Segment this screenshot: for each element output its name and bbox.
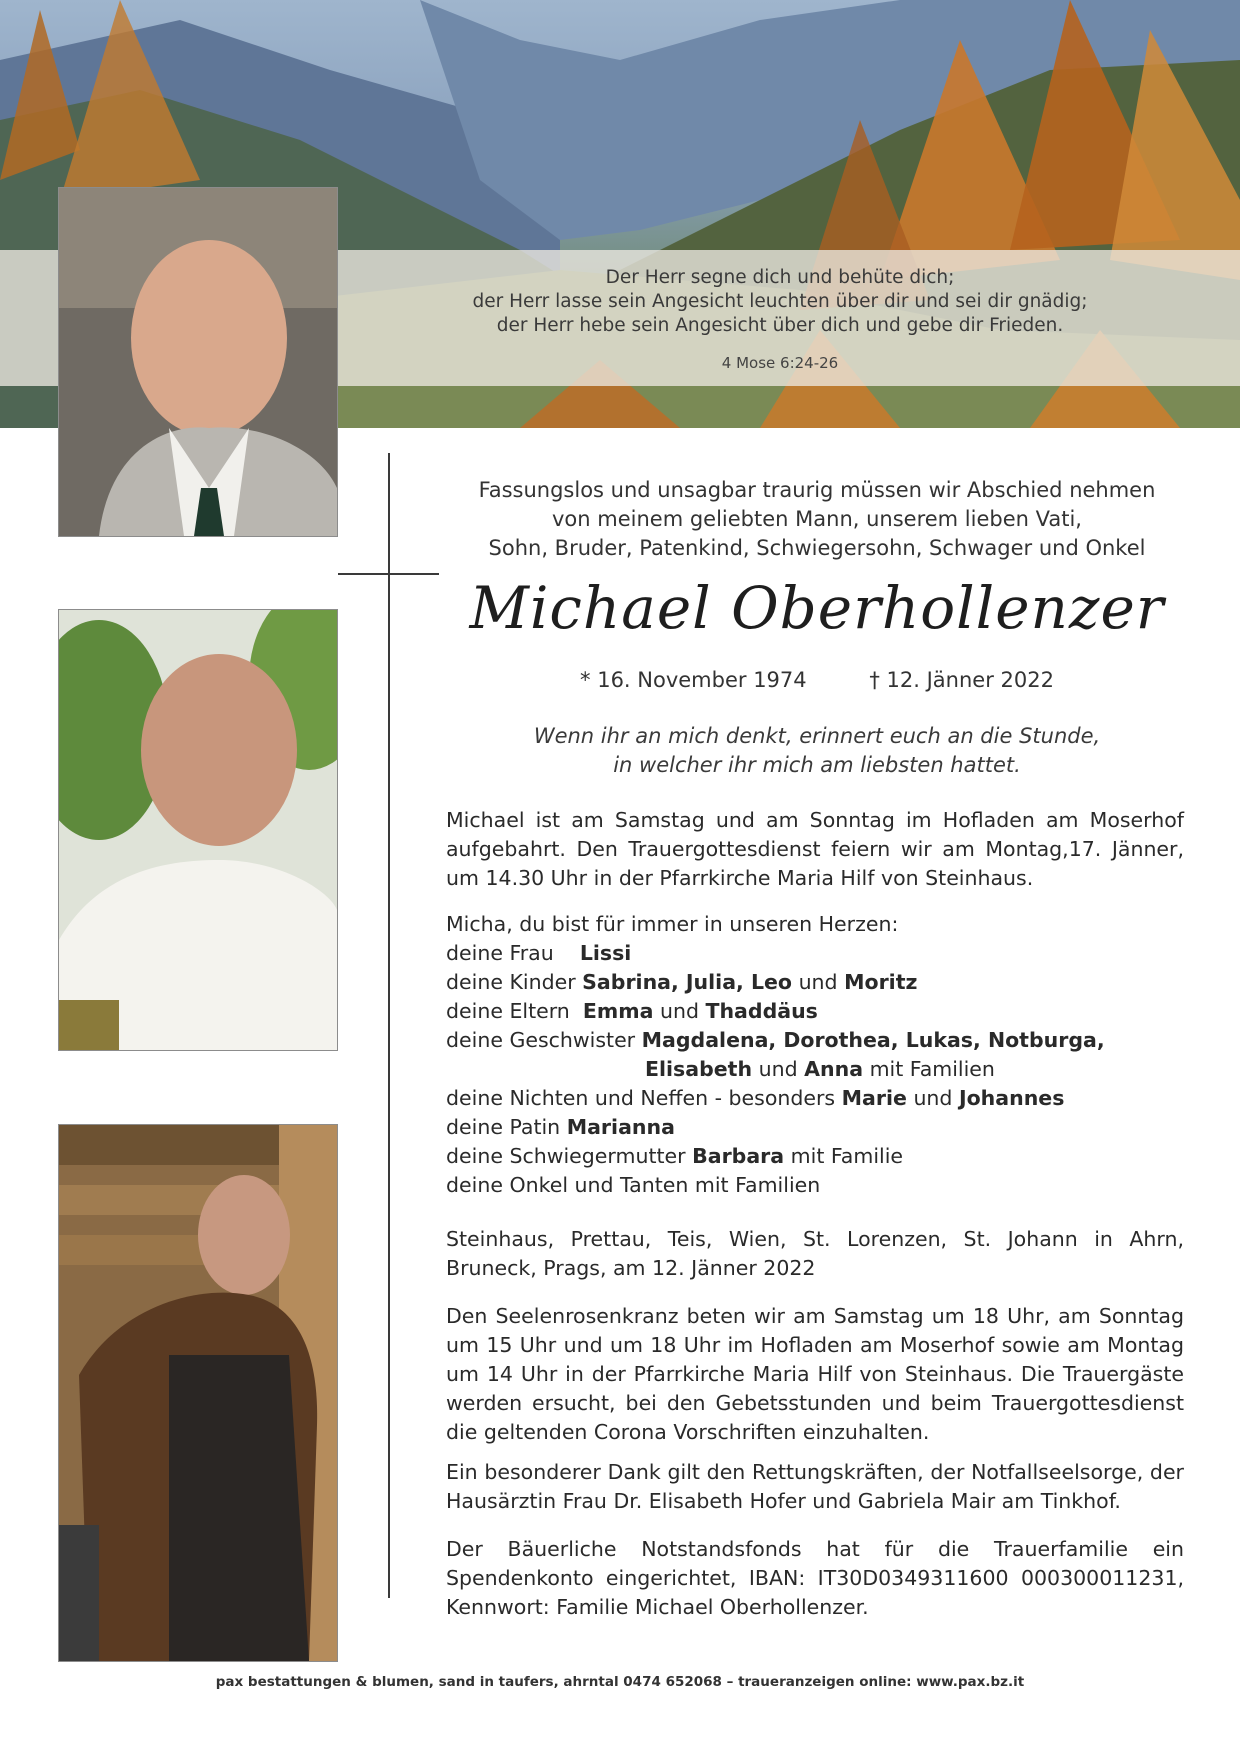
family-names: Moritz — [844, 970, 918, 994]
family-row: deine Eltern Emma und Thaddäus — [446, 997, 1184, 1026]
memorial-quote — [446, 722, 1188, 780]
family-names: Sabrina, Julia, Leo — [582, 970, 793, 994]
wake-paragraph: Michael ist am Samstag und am Sonntag im Hofladen am Moserhof aufgebahrt. Den Trauergottesdienst feiern wir am Montag,17. Jänner, um 14.30 Uhr in der Pfarrkirche Maria Hilf von Steinhaus. — [446, 808, 1184, 890]
places-paragraph: Steinhaus, Prettau, Teis, Wien, St. Lorenzen, St. Johann in Ahrn, Bruneck, Prags, am 12. Jänner 2022 — [446, 1227, 1184, 1280]
family-names: Magdalena, Dorothea, Lukas, Notburga, — [641, 1028, 1105, 1052]
death-date: † 12. Jänner 2022 — [869, 668, 1054, 692]
family-row: deine Onkel und Tanten mit Familien — [446, 1173, 821, 1197]
family-row: deine Kinder Sabrina, Julia, Leo und Moritz — [446, 968, 1184, 997]
thanks-paragraph: Ein besonderer Dank gilt den Rettungskräften, der Notfallseelsorge, der Hausärztin Frau Dr. Elisabeth Hofer und Gabriela Mair am Tinkhof. — [446, 1460, 1184, 1513]
family-row: Elisabeth und Anna mit Familien — [446, 1055, 1184, 1084]
family-row: deine Frau Lissi — [446, 939, 1184, 968]
life-dates — [446, 668, 1188, 692]
intro-text — [446, 476, 1188, 563]
intro-line: Sohn, Bruder, Patenkind, Schwiegersohn, Schwager und Onkel — [488, 536, 1146, 560]
family-names: Johannes — [958, 1086, 1065, 1110]
verse-reference: 4 Mose 6:24-26 — [721, 354, 839, 372]
rosary-paragraph: Den Seelenrosenkranz beten wir am Samstag um 18 Uhr, am Sonntag um 15 Uhr und um 18 Uhr im Hofladen am Moserhof sowie am Montag um 14 Uhr in der Pfarrkirche Maria Hilf von Steinhaus. Die Trauergäste werden ersucht, bei den Gebetsstunden und beim Trauergottesdienst die geltenden Corona Vorschriften einzuhalten. — [446, 1304, 1184, 1444]
family-row: deine Nichten und Neffen - besonders Marie und Johannes — [446, 1084, 1184, 1113]
family-names: Emma — [582, 999, 654, 1023]
portrait-photo-2 — [58, 609, 338, 1051]
cross-horizontal-bar — [338, 573, 439, 575]
portrait-photo-1 — [58, 187, 338, 537]
birth-date: * 16. November 1974 — [580, 668, 807, 692]
verse-line: der Herr lasse sein Angesicht leuchten über dir und sei dir gnädig; — [472, 291, 1088, 312]
cross-vertical-bar — [388, 453, 390, 1598]
family-names: Barbara — [692, 1144, 785, 1168]
family-names: Marie — [841, 1086, 907, 1110]
family-row: deine Patin Marianna — [446, 1113, 1184, 1142]
family-row: deine Schwiegermutter Barbara mit Familie — [446, 1142, 1184, 1171]
quote-line: in welcher ihr mich am liebsten hattet. — [613, 753, 1021, 777]
intro-line: Fassungslos und unsagbar traurig müssen wir Abschied nehmen — [478, 478, 1156, 502]
intro-line: von meinem geliebten Mann, unserem lieben Vati, — [552, 507, 1082, 531]
verse-line: Der Herr segne dich und behüte dich; — [605, 267, 955, 288]
portrait-photo-3 — [58, 1124, 338, 1662]
family-names: Elisabeth — [645, 1057, 753, 1081]
family-list — [446, 910, 1184, 1200]
family-names: Marianna — [566, 1115, 675, 1139]
deceased-name: Michael Oberhollenzer — [469, 574, 1165, 642]
footer-credit: pax bestattungen & blumen, sand in taufers, ahrntal 0474 652068 – traueranzeigen online: www.pax.bz.it — [215, 1674, 1025, 1690]
donation-paragraph: Der Bäuerliche Notstandsfonds hat für die Trauerfamilie ein Spendenkonto eingerichtet, IBAN: IT30D0349311600 000300011231, Kennwort: Familie Michael Oberhollenzer. — [446, 1537, 1184, 1619]
family-names: Thaddäus — [705, 999, 818, 1023]
family-row: deine Geschwister Magdalena, Dorothea, Lukas, Notburga, — [446, 1026, 1184, 1055]
family-names: Anna — [804, 1057, 864, 1081]
family-heading: Micha, du bist für immer in unseren Herzen: — [446, 912, 899, 936]
verse-line: der Herr hebe sein Angesicht über dich und gebe dir Frieden. — [496, 315, 1064, 336]
family-names: Lissi — [579, 941, 632, 965]
quote-line: Wenn ihr an mich denkt, erinnert euch an die Stunde, — [533, 724, 1101, 748]
